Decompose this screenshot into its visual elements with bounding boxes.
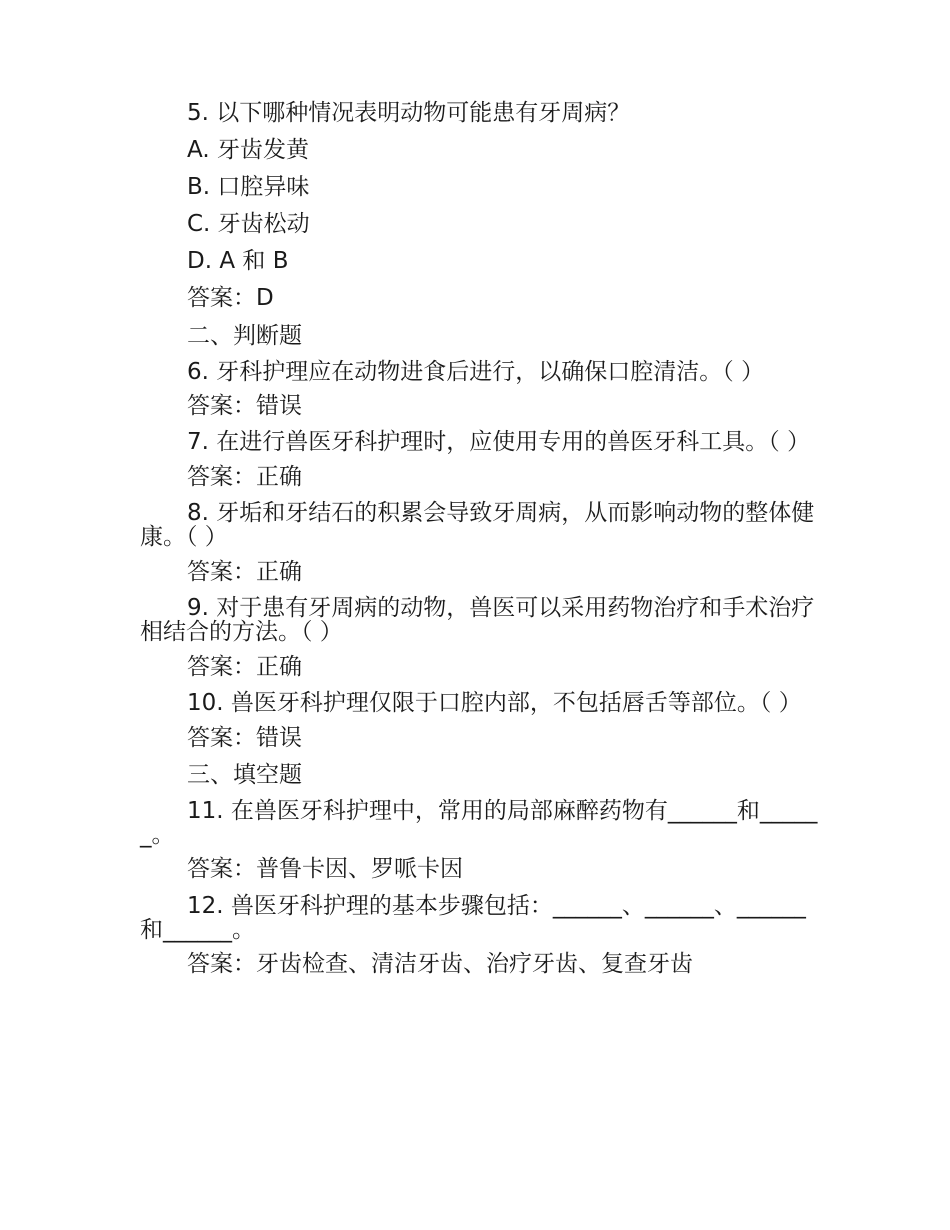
question-5: 5. 以下哪种情况表明动物可能患有牙周病？: [187, 100, 631, 126]
question-9: 9. 对于患有牙周病的动物，兽医可以采用药物治疗和手术治疗相结合的方法。（ ）: [140, 595, 815, 646]
answer-8: 答案：正确: [187, 558, 302, 585]
option-c: C. 牙齿松动: [187, 211, 310, 238]
answer-7: 答案：正确: [187, 464, 302, 491]
question-6: 6. 牙科护理应在动物进食后进行，以确保口腔清洁。（ ）: [187, 358, 765, 385]
question-7: 7. 在进行兽医牙科护理时，应使用专用的兽医牙科工具。（ ）: [187, 429, 811, 456]
question-8: 8. 牙垢和牙结石的积累会导致牙周病，从而影响动物的整体健康。（ ）: [140, 500, 815, 551]
option-d: D. A 和 B: [187, 248, 289, 275]
section-heading-fill-in: 三、填空题: [187, 761, 302, 788]
option-b: B. 口腔异味: [187, 174, 310, 201]
question-11: 11. 在兽医牙科护理中，常用的局部麻醉药物有______和______。: [140, 797, 818, 848]
answer-12: 答案：牙齿检查、清洁牙齿、治疗牙齿、复查牙齿: [187, 951, 693, 978]
option-a: A. 牙齿发黄: [187, 137, 309, 164]
section-heading-true-false: 二、判断题: [187, 322, 302, 349]
document-content: [140, 100, 820, 988]
question-12: 12. 兽医牙科护理的基本步骤包括：______、______、______和______。: [140, 892, 806, 943]
answer-6: 答案：错误: [187, 393, 302, 420]
answer-11: 答案：普鲁卡因、罗哌卡因: [187, 856, 463, 883]
question-10: 10. 兽医牙科护理仅限于口腔内部，不包括唇舌等部位。（ ）: [187, 689, 802, 716]
answer-10: 答案：错误: [187, 724, 302, 751]
answer-5: 答案：D: [187, 285, 274, 312]
answer-9: 答案：正确: [187, 653, 302, 680]
